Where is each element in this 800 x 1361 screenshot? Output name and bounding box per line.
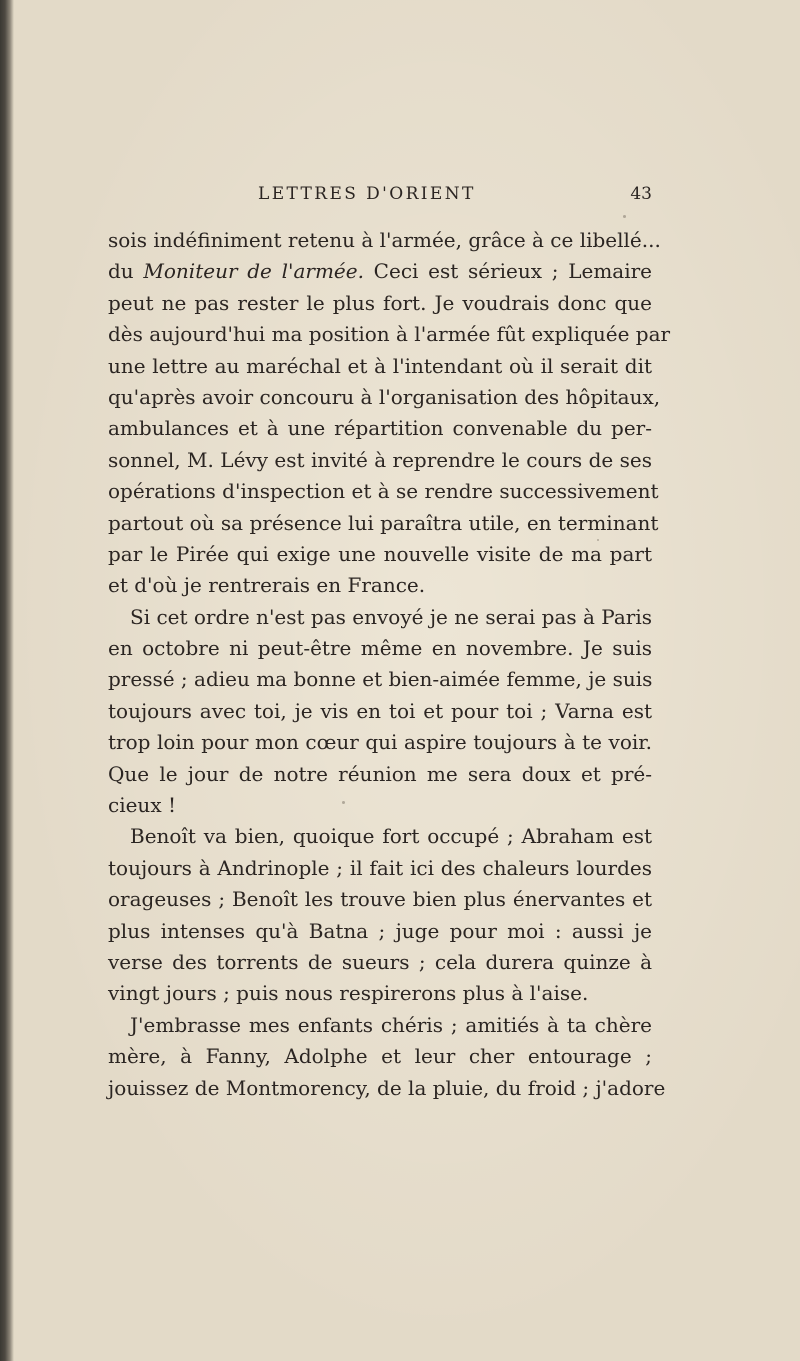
text-line: partout où sa présence lui paraîtra utile, en terminant	[108, 510, 659, 535]
paragraph-start-line: Benoît va bien, quoique fort occupé ; Abraham est	[130, 824, 652, 849]
text-line: toujours à Andrinople ; il fait ici des chaleurs lourdes	[108, 855, 652, 880]
text-segment: Ceci est sérieux ; Lemaire	[363, 259, 653, 284]
paper-speck	[623, 215, 626, 218]
text-line: sois indéfiniment retenu à l'armée, grâce à ce libellé...	[108, 228, 661, 252]
page-header	[108, 184, 652, 210]
paper-speck	[342, 801, 345, 804]
body-text	[108, 225, 671, 1104]
text-line: en octobre ni peut-être même en novembre. Je suis	[108, 636, 652, 661]
text-line: opérations d'inspection et à se rendre successivement	[108, 479, 659, 504]
text-line: sonnel, M. Lévy est invité à reprendre le cours de ses	[108, 447, 652, 472]
text-line: trop loin pour mon cœur qui aspire toujours à te voir.	[108, 730, 652, 755]
text-line: toujours avec toi, je vis en toi et pour toi ; Varna est	[108, 698, 652, 723]
running-title: LETTRES D'ORIENT	[258, 184, 476, 204]
text-line: mère, à Fanny, Adolphe et leur cher entourage ;	[108, 1044, 652, 1069]
text-line: orageuses ; Benoît les trouve bien plus énervantes et	[108, 887, 652, 912]
paper-speck	[597, 539, 599, 541]
text-line: par le Pirée qui exige une nouvelle visite de ma part	[108, 541, 652, 566]
page-binding-edge	[0, 0, 14, 1361]
text-segment: du	[108, 259, 144, 284]
text-line	[108, 256, 652, 287]
text-line: pressé ; adieu ma bonne et bien-aimée femme, je suis	[108, 667, 653, 692]
paragraph-start-line: Si cet ordre n'est pas envoyé je ne serai pas à Paris	[130, 604, 652, 629]
text-line: jouissez de Montmorency, de la pluie, du froid ; j'adore	[108, 1075, 666, 1100]
text-line: dès aujourd'hui ma position à l'armée fût expliquée par	[108, 322, 671, 347]
text-line: plus intenses qu'à Batna ; juge pour moi : aussi je	[108, 918, 652, 943]
paragraph-start-line: J'embrasse mes enfants chéris ; amitiés à ta chère	[130, 1012, 652, 1037]
text-line: peut ne pas rester le plus fort. Je voudrais donc que	[108, 290, 652, 315]
italic-title: Moniteur de l'armée.	[143, 259, 364, 284]
paragraph-end-line: cieux !	[108, 793, 176, 818]
paragraph-end-line: vingt jours ; puis nous respirerons plus à l'aise.	[108, 981, 589, 1006]
paragraph-end-line: et d'où je rentrerais en France.	[108, 573, 426, 598]
text-line: verse des torrents de sueurs ; cela durera quinze à	[108, 949, 652, 974]
text-line: ambulances et à une répartition convenable du per-	[108, 416, 652, 441]
page-number: 43	[630, 184, 652, 204]
text-line: qu'après avoir concouru à l'organisation des hôpitaux,	[108, 384, 661, 409]
text-line: Que le jour de notre réunion me sera doux et pré-	[108, 761, 652, 786]
text-line: une lettre au maréchal et à l'intendant où il serait dit	[108, 353, 652, 378]
